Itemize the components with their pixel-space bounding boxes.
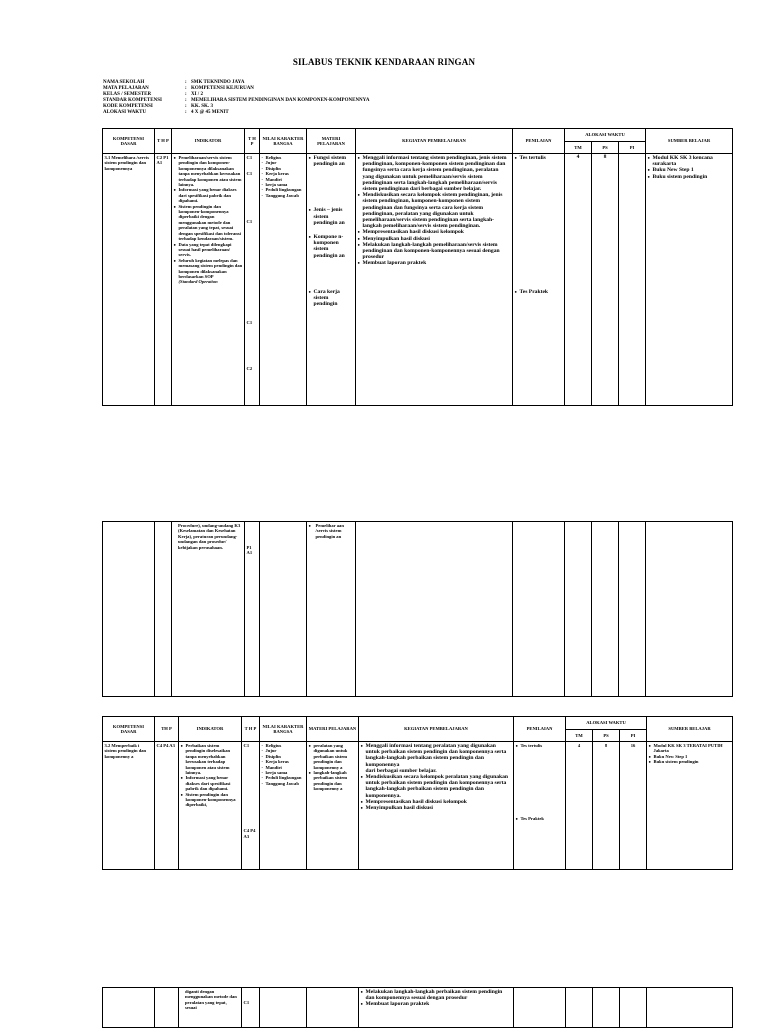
- nilai-item: - Religius: [262, 743, 305, 748]
- header-kegiatan: KEGIATAN PEMBELAJARAN: [359, 717, 514, 742]
- kegiatan-item: ● Melakukan langkah-langkah pemeliharaan/servis sistem pendinginan dan komponen-komponennya sesuai dengan prosedur: [358, 242, 511, 261]
- kegiatan-item: ● Mempresentasikan hasil diskusi kelompok: [361, 799, 512, 805]
- penilaian-item: ● Tes tertulis: [515, 155, 563, 161]
- sumber-item: ● Buku sistem pendingin: [648, 174, 731, 180]
- header-nilai: NILAI KARAKTER BANGSA: [260, 717, 307, 742]
- header-thp: T H P: [155, 129, 172, 154]
- meta-value: MEMELIHARA SISTEM PENDINGINAN DAN KOMPONEN-KOMPONENNYA: [191, 98, 370, 103]
- meta-row: STANDAR KOMPETENSI : MEMELIHARA SISTEM PENDINGINAN DAN KOMPONEN-KOMPONENNYA: [103, 98, 370, 103]
- header-thp: T H P: [242, 717, 260, 742]
- nilai-cell: [260, 154, 307, 406]
- header-alokasi: ALOKASI WAKTU: [565, 129, 646, 142]
- sumber-cell: [647, 742, 733, 870]
- meta-row: NAMA SEKOLAH : SMK TEKNINDO JAYA: [103, 80, 245, 85]
- header-sumber: SUMBER BELAJAR: [646, 129, 733, 154]
- indikator-item: ● Seluruh kegiatan melepas dan memasang sistem pendingin dan komponen dilaksanakan berdasarkan SOP: [174, 258, 243, 280]
- header-penilaian: PENILAIAN: [513, 129, 565, 154]
- c-mark: C1: [243, 1000, 250, 1005]
- c-mark: C1: [246, 218, 253, 224]
- c-mark: C1: [243, 743, 250, 748]
- nilai-item: - Tanggung Jawab: [262, 781, 305, 786]
- meta-value: XI / 2: [191, 92, 203, 97]
- nilai-item: - Peduli lingkungan: [262, 775, 305, 780]
- penilaian-cell: [513, 522, 565, 697]
- header-pi: PI: [620, 730, 647, 742]
- nilai-item: - Tanggung Jawab: [262, 193, 305, 198]
- c-mark: C1: [246, 320, 253, 326]
- header-indikator: INDIKATOR: [179, 717, 242, 742]
- c-mark-cell: [242, 742, 260, 870]
- kegiatan-item: ● Membuat laporan praktek: [361, 1001, 512, 1007]
- materi-item: ● Cara kerja sistem pendingin: [309, 289, 354, 308]
- kd-cell: [103, 522, 155, 697]
- tm-cell: 4: [565, 154, 592, 406]
- kd-cell: 3.1 Memelihara /servis sistem pendingin dan komponennya: [103, 154, 155, 406]
- c-mark: C1: [246, 171, 253, 177]
- nilai-cell: [260, 742, 307, 870]
- c-mark-cell: [245, 154, 260, 406]
- kegiatan-item: ● Membuat laporan praktek: [358, 260, 511, 266]
- sumber-item: ● Modul KK SK 3 kencana surakarta: [648, 155, 731, 167]
- ps-cell: [592, 522, 619, 697]
- meta-label: ALOKASI WAKTU: [103, 110, 147, 115]
- meta-label: NAMA SEKOLAH: [103, 80, 145, 85]
- nilai-item: - Kerja keras: [262, 759, 305, 764]
- materi-item: Pemelihar aan /servis sistem pendingin an: [315, 523, 344, 539]
- tm-cell: [565, 522, 592, 697]
- indikator-cell: Procedure), undang-undang K3 (Keselamatan dan Kesehatan Kerja), peraturan perundang-undangan dan prosedur/ kebijakan perusahaan.: [172, 522, 245, 697]
- materi-cell: [307, 154, 356, 406]
- header-tm: TM: [566, 730, 593, 742]
- header-nilai: NILAI KARAKTER BANGSA: [260, 129, 307, 154]
- meta-row: MATA PELAJARAN : KOMPETENSI KEJURUAN: [103, 86, 254, 91]
- meta-row: KODE KOMPETENSI : KK. SK. 3: [103, 104, 213, 109]
- penilaian-item: ● Tes tertulis: [516, 743, 564, 748]
- indikator-item: ● Informasi yang benar diakses dari spesifikasi pabrik dan dipahami.: [174, 187, 243, 203]
- materi-item: ● Fungsi sistem pendingin an: [309, 155, 354, 167]
- pi-cell: [619, 154, 646, 406]
- nilai-cell: [260, 522, 307, 697]
- materi-item: ● Jenis – jenis sistem pendingin an: [309, 207, 354, 226]
- nilai-item: - Jujur: [262, 160, 305, 165]
- c-mark: C4 P4 A3: [243, 828, 256, 839]
- ps-cell: 8: [592, 154, 619, 406]
- kegiatan-item: ● Melakukan langkah-langkah perbaikan sistem pendingin dan komponennya sesuai dengan prosedur: [361, 989, 512, 1001]
- c-mark: C1: [246, 155, 253, 160]
- penilaian-cell: [514, 742, 566, 870]
- indikator-item: ● Sistem pendingin dan komponen-komponennya diperbaiki dengan menggunakan metode dan peralatan yang tepat, sesuai dengan spesifikasi dan toleransi terhadap kendaraan/sistem.: [174, 204, 243, 242]
- materi-cell: [307, 988, 359, 1028]
- sumber-cell: [647, 988, 733, 1028]
- header-kompetensi: KOMPETENSI DASAR: [103, 129, 155, 154]
- penilaian-cell: [514, 988, 566, 1028]
- c-mark: P1 A1: [246, 545, 253, 556]
- header-alokasi: ALOKASI WAKTU: [566, 717, 647, 730]
- ps-cell: 8: [593, 742, 620, 870]
- indikator-tail: (Standard Operation: [178, 279, 218, 285]
- thp-cell: C2 P1 A1: [155, 154, 172, 406]
- c-mark-cell: [242, 988, 260, 1028]
- penilaian-item: ● Tes Praktek: [516, 816, 564, 821]
- syllabus-table-1: [102, 128, 733, 406]
- indikator-cell: [172, 154, 245, 406]
- indikator-item: ● Pemeliharaan/servis sistem pendingin dan komponen-komponennya dilaksanakan tanpa menyebabkan kerusakan terhadap komponen atau sistem lainnya.: [174, 155, 243, 187]
- header-thp: T H P: [245, 129, 260, 154]
- kegiatan-cell: [359, 988, 514, 1028]
- kegiatan-cell: [359, 742, 514, 870]
- meta-value: SMK TEKNINDO JAYA: [191, 80, 245, 85]
- kegiatan-item: ● Menyimpulkan hasil diskusi: [361, 805, 512, 811]
- meta-value: KK. SK. 3: [191, 104, 213, 109]
- nilai-item: - Jujur: [262, 748, 305, 753]
- tm-cell: [566, 988, 593, 1028]
- page-title: SILABUS TEKNIK KENDARAAN RINGAN: [292, 57, 476, 67]
- syllabus-table-2: [102, 521, 733, 697]
- header-kegiatan: KEGIATAN PEMBELAJARAN: [356, 129, 513, 154]
- kegiatan-item: ● Menggali informasi tentang peralatan yang digunakan untuk perbaikan sistem pendingin dan komponennya serta langkah-langkah perbaikan sistem pendingin dan komponennya: [361, 743, 512, 768]
- meta-label: STANDAR KOMPETENSI: [103, 98, 162, 103]
- penilaian-cell: [513, 154, 565, 406]
- materi-item: ● peralatan yang digunakan untuk perbaikan sistem pendingin dan komponenny a: [309, 743, 357, 770]
- materi-item: ● Kompone n-komponen sistem pendingin an: [309, 234, 354, 259]
- nilai-item: - kerja sama: [262, 770, 305, 775]
- meta-row: ALOKASI WAKTU : 4 X @ 45 MENIT: [103, 110, 229, 115]
- penilaian-item: ● Tes Praktek: [515, 289, 563, 295]
- sumber-item: ● Buku sistem pendingin: [649, 759, 731, 764]
- header-materi: MATERI PELAJARAN: [307, 129, 356, 154]
- syllabus-table-4: [102, 987, 733, 1028]
- thp-cell: [155, 522, 172, 697]
- document-meta: [103, 80, 369, 116]
- sumber-cell: [646, 154, 733, 406]
- syllabus-table-3: [102, 716, 733, 870]
- thp-cell: C4 P4 A3: [155, 742, 179, 870]
- nilai-item: - Disiplin: [262, 754, 305, 759]
- nilai-cell: [260, 988, 307, 1028]
- nilai-item: - Mandiri: [262, 765, 305, 770]
- nilai-item: - Peduli lingkungan: [262, 187, 305, 192]
- materi-item: ● langkah-langkah perbaikan sistem pendingin dan komponenny a: [309, 770, 357, 792]
- indikator-cell: [179, 742, 242, 870]
- header-kompetensi: KOMPETENSI DASAR: [103, 717, 155, 742]
- meta-value: KOMPETENSI KEJURUAN: [191, 86, 254, 91]
- materi-cell: [307, 522, 356, 697]
- header-ps: PS: [593, 730, 620, 742]
- kegiatan-item: ● Mendiskusikan secara kelompok peralatan yang digunakan untuk perbaikan sistem pendingin dan komponennya serta langkah-langkah perbaikan sistem pendingin dan komponennya.: [361, 774, 512, 799]
- indikator-item: ● Informasi yang benar diakses dari spesifikasi pabrik dan dipahami.: [181, 775, 240, 791]
- nilai-item: - Religius: [262, 155, 305, 160]
- header-penilaian: PENILAIAN: [514, 717, 566, 742]
- kegiatan-item: ● Menggali informasi tentang sistem pendinginan, jenis sistem pendinginan, komponen-komponen sistem pendinginan dan fungsinya serta cara kerja sistem pendinginan, peralatan yang digunakan untuk pemeliharaan/servis sistem pendinginan serta langkah-langkah pemeliharaan/servis sistem pendinginan dari berbagai sumber belajar.: [358, 155, 511, 192]
- meta-label: KODE KOMPETENSI: [103, 104, 153, 109]
- header-indikator: INDIKATOR: [172, 129, 245, 154]
- kegiatan-cell: [356, 154, 513, 406]
- kegiatan-item: dari berbagai sumber belajar.: [365, 767, 437, 774]
- meta-value: 4 X @ 45 MENIT: [191, 110, 229, 115]
- header-pi: PI: [619, 142, 646, 154]
- pi-cell: 16: [620, 742, 647, 870]
- materi-cell: [307, 742, 359, 870]
- pi-cell: [619, 522, 646, 697]
- indikator-item: ● Sistem pendingin dan komponen-komponennya diperbaiki,: [181, 792, 240, 808]
- meta-row: KELAS / SEMESTER : XI / 2: [103, 92, 203, 97]
- nilai-item: - Mandiri: [262, 177, 305, 182]
- thp-cell: [155, 988, 179, 1028]
- header-ps: PS: [592, 142, 619, 154]
- sumber-item: ● Buku New Step 1: [648, 167, 731, 173]
- kd-cell: 3.2 Memperbaik i sistem pendingin dan komponenny a: [103, 742, 155, 870]
- header-sumber: SUMBER BELAJAR: [647, 717, 733, 742]
- pi-cell: [620, 988, 647, 1028]
- indikator-item: ● Data yang tepat dilengkapi sesuai hasil pemeliharaan/ servis.: [174, 242, 243, 258]
- meta-label: KELAS / SEMESTER: [103, 92, 152, 97]
- nilai-item: - kerja sama: [262, 182, 305, 187]
- sumber-item: ● Modul KK SK 3 TERATAI PUTIH Jakarta: [649, 743, 731, 754]
- indikator-cell: diganti dengan menggunakan metode dan peralatan yang tepat, sesuai: [179, 988, 242, 1028]
- indikator-item: ● Perbaikan sistem pendingin diselesaikan tanpa menyebabkan kerusakan terhadap komponen atau sistem lainnya.: [181, 743, 240, 775]
- kegiatan-item: ● Mempresentasikan hasil diskusi kelompok: [358, 229, 511, 235]
- header-materi: MATERI PELAJARAN: [307, 717, 359, 742]
- sumber-item: ● Buku New Step 1: [649, 754, 731, 759]
- nilai-item: - Disiplin: [262, 166, 305, 171]
- ps-cell: [593, 988, 620, 1028]
- kd-cell: [103, 988, 155, 1028]
- kegiatan-item: ● Menyimpulkan hasil diskusi: [358, 236, 511, 242]
- sumber-cell: [646, 522, 733, 697]
- header-tm: TM: [565, 142, 592, 154]
- kegiatan-item: ● Mendiskusikan secara kelompok sistem pendinginan, jenis sistem pendinginan, komponen-komponen sistem pendinginan dan fungsinya serta cara kerja sistem pendinginan, peralatan yang digunakan untuk pemeliharaan/servis sistem pendinginan serta langkah-langkah pemeliharaan/servis sistem pendinginan.: [358, 192, 511, 229]
- c-mark-cell: [245, 522, 260, 697]
- nilai-item: - Kerja keras: [262, 171, 305, 176]
- header-thp: TH P: [155, 717, 179, 742]
- tm-cell: 4: [566, 742, 593, 870]
- kegiatan-cell: [356, 522, 513, 697]
- c-mark: C2: [246, 365, 253, 371]
- meta-label: MATA PELAJARAN: [103, 86, 149, 91]
